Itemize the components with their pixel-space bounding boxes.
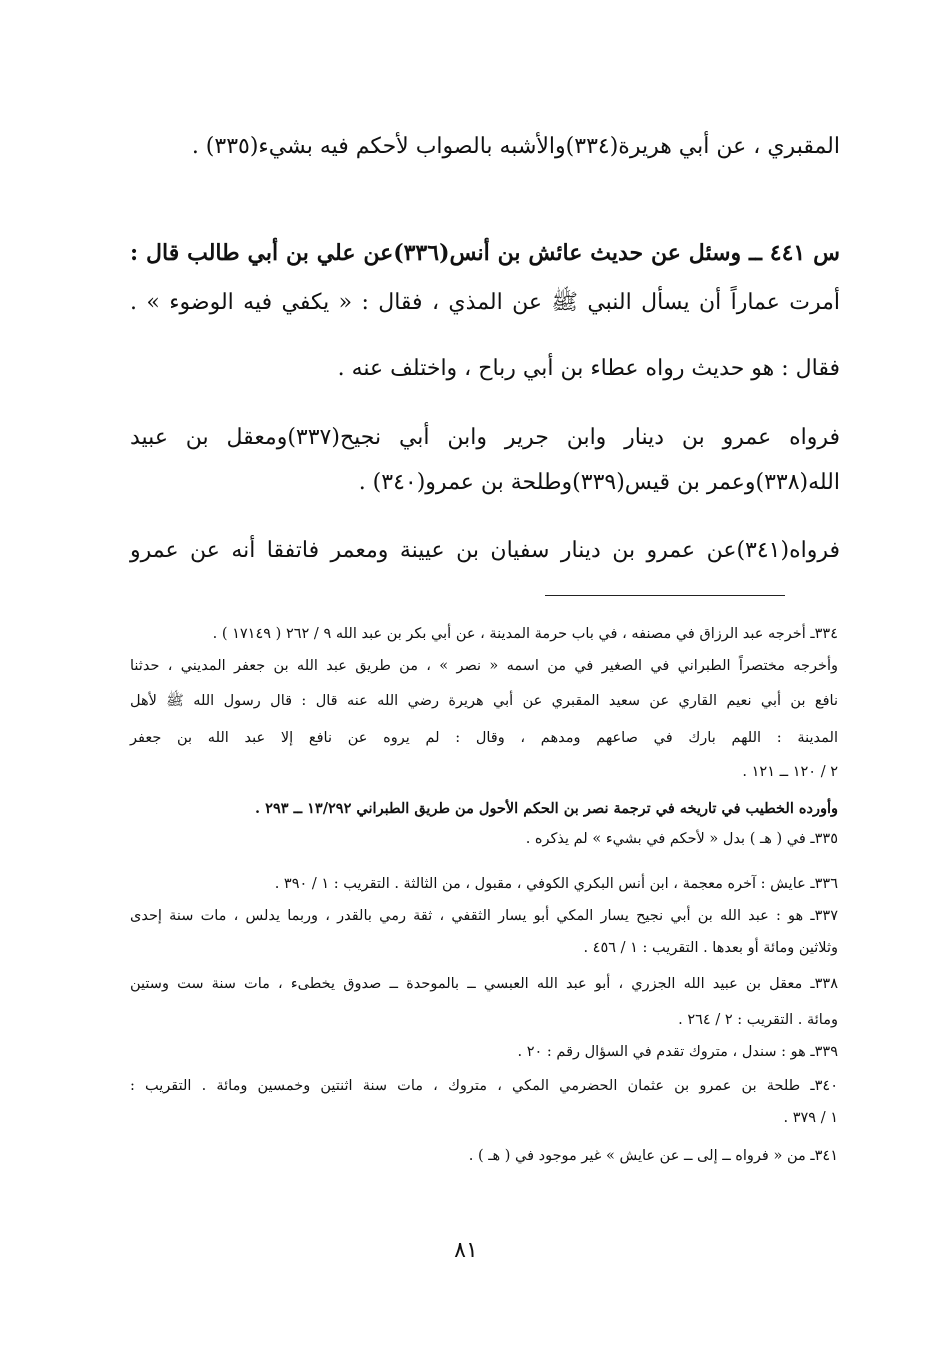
body-line: الله(٣٣٨)وعمر بن قيس(٣٣٩)وطلحة بن عمرو(٣٤٠) . (358, 470, 840, 495)
footnote-line: ٣٣٨ـ معقل بن عبيد الله الجزري ، أبو عبد الله العبسي ــ بالموحدة ــ صدوق يخطىء ، مات سنة ست وستين (130, 976, 838, 992)
footnote-line: ٣٣٥ـ في ( هـ ) بدل « لأحكم في بشيء » لم يذكره . (525, 831, 838, 847)
footnote-line: ١ / ٣٧٩ . (783, 1110, 838, 1126)
footnote-line: ٣٣٤ـ أخرجه عبد الرزاق في مصنفه ، في باب حرمة المدينة ، عن أبي بكر بن عبد الله ٩ / ٢٦٢ ( ١٧١٤٩ ) . (212, 626, 838, 642)
footnote-line: ٣٣٧ـ هو : عبد الله بن أبي نجيح يسار المكي أبو يسار الثقفي ، ثقة رمي بالقدر ، وربما يدلس ، مات سنة إحدى (130, 908, 838, 924)
page-number: ٨١ (454, 1238, 478, 1263)
footnote-line: ٣٤٠ـ طلحة بن عمرو بن عثمان الحضرمي المكي ، متروك ، مات سنة اثنتين وخمسين ومائة . التقريب : (130, 1078, 838, 1094)
footnote-separator (545, 595, 785, 596)
footnote-line: ٢ / ١٢٠ ــ ١٢١ . (742, 764, 838, 780)
footnote-line: وأورده الخطيب في تاريخه في ترجمة نصر بن الحكم الأحول من طريق الطبراني ١٣/٢٩٢ ــ ٢٩٣ . (255, 800, 838, 817)
question-heading: س ٤٤١ ــ وسئل عن حديث عائش بن أنس(٣٣٦)عن علي بن أبي طالب قال : (130, 240, 840, 266)
footnote-line: ٣٤١ـ من « فرواه ــ إلى ــ عن عايش » غير موجود في ( هـ ) . (468, 1148, 838, 1164)
body-line: المقبري ، عن أبي هريرة(٣٣٤)والأشبه بالصواب لأحكم فيه بشيء(٣٣٥) . (191, 134, 840, 159)
footnote-line: وأخرجه مختصراً الطبراني في الصغير في من اسمه « نصر » ، من طريق عبد الله بن جعفر المديني ، حدثنا (130, 658, 838, 674)
footnote-line: ٣٣٩ـ هو : سندل ، متروك تقدم في السؤال رقم : ٢٠ . (517, 1044, 838, 1060)
footnote-line: ومائة . التقريب : ٢ / ٢٦٤ . (678, 1012, 838, 1028)
footnote-line: نافع بن أبي نعيم القاري عن سعيد المقبري عن أبي هريرة رضي الله عنه قال : قال رسول الله ﷺ لأهل (130, 693, 838, 709)
body-line: فقال : هو حديث رواه عطاء بن أبي رباح ، واختلف عنه . (337, 356, 840, 381)
body-line: أمرت عماراً أن يسأل النبي ﷺ عن المذي ، فقال : « يكفي فيه الوضوء » . (130, 290, 840, 315)
footnote-line: وثلاثين ومائة أو بعدها . التقريب : ١ / ٤٥٦ . (583, 940, 838, 956)
body-line: فرواه(٣٤١)عن عمرو بن دينار سفيان بن عيينة ومعمر فاتفقا أنه عن عمرو (130, 538, 840, 563)
footnote-line: المدينة : اللهم بارك في صاعهم ومدهم ، وقال : لم يروه عن نافع إلا عبد الله بن جعفر (130, 730, 838, 746)
footnote-line: ٣٣٦ـ عايش : آخره معجمة ، ابن أنس البكري الكوفي ، مقبول ، من الثالثة . التقريب : ١ / ٣٩٠ . (274, 876, 838, 892)
body-line: فرواه عمرو بن دينار وابن جرير وابن أبي نجيح(٣٣٧)ومعقل بن عبيد (130, 425, 840, 450)
